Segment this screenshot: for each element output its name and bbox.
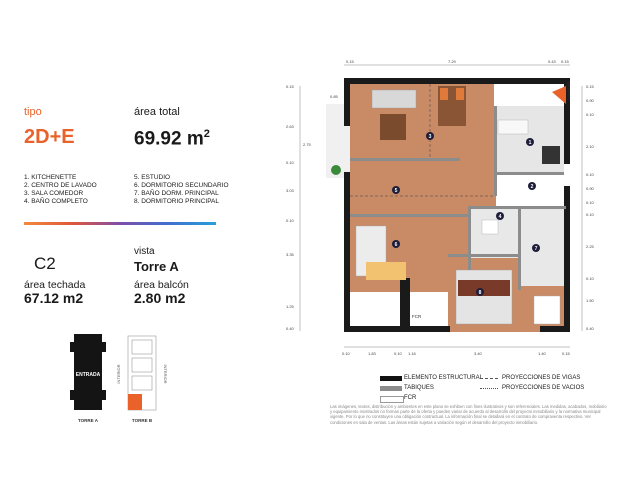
dim-bottom: 1.83 xyxy=(368,351,376,356)
dim-right: 0.90 xyxy=(586,98,594,103)
dim-bottom: 1.40 xyxy=(538,351,546,356)
room-number: 3 xyxy=(428,134,432,140)
floor-plan xyxy=(280,56,610,361)
dim-left: 0.85 xyxy=(330,94,338,99)
dim-left: 0.10 xyxy=(286,160,294,165)
ingreso-label: INGRESO xyxy=(566,81,571,100)
dim-top: 0.15 xyxy=(561,59,569,64)
techada-label: área techada xyxy=(24,279,86,291)
vista-value: Torre A xyxy=(134,259,179,274)
room-number: 8 xyxy=(478,290,482,296)
dim-top: 0.15 xyxy=(346,59,354,64)
area-total-exponent: 2 xyxy=(203,128,210,140)
room-item: 1. KITCHENETTE xyxy=(24,174,77,181)
legend-line-vacios xyxy=(480,388,498,389)
dim-left: 3.03 xyxy=(286,188,294,193)
room-number: 7 xyxy=(534,246,538,252)
room-item: 8. DORMITORIO PRINCIPAL xyxy=(134,198,219,205)
dim-right: 0.90 xyxy=(586,186,594,191)
legend-swatch-estructural xyxy=(380,376,402,381)
interior-label-2: INTERIOR xyxy=(163,364,168,384)
dim-left: 0.10 xyxy=(286,218,294,223)
dim-right: 1.50 xyxy=(586,298,594,303)
tipo-value: 2D+E xyxy=(24,126,75,148)
gradient-divider xyxy=(24,222,216,225)
dim-left: 2.75 xyxy=(303,142,311,147)
tower-key-map xyxy=(70,332,200,434)
dim-bottom: 3.40 xyxy=(474,351,482,356)
tipo-label: tipo xyxy=(24,106,42,118)
dim-left: 3.35 xyxy=(286,252,294,257)
torre-b-label: TORRE B xyxy=(131,418,153,423)
room-item: 3. SALA COMEDOR xyxy=(24,190,84,197)
ingreso-arrow-icon xyxy=(552,86,566,104)
room-number: 5 xyxy=(394,188,398,194)
dim-bottom: 0.15 xyxy=(562,351,570,356)
legend-swatch-tabiques xyxy=(380,386,402,391)
dim-right: 0.10 xyxy=(586,112,594,117)
dim-right: 2.10 xyxy=(586,144,594,149)
interior-label-1: INTERIOR xyxy=(116,364,121,384)
legend-vigas: PROYECCIONES DE VIGAS xyxy=(502,375,581,381)
dim-right: 0.10 xyxy=(586,212,594,217)
dim-right: 0.10 xyxy=(586,276,594,281)
dim-right: 0.10 xyxy=(586,200,594,205)
area-total-label: área total xyxy=(134,106,180,118)
legend-estructural: ELEMENTO ESTRUCTURAL xyxy=(404,375,483,381)
legend-line-vigas xyxy=(480,378,498,379)
disclaimer-text: Las imágenes, textos, distribución y ambientes en este plano se exhiben con fines ilustrativos y son referenciales. Las medidas, acabados, mobiliario y equipamiento mostrados no forman parte de la oferta y pueden variar de acuerdo al desarrollo del proyecto inmobiliario y la normativa municipal vigente. Por lo que no constituyen una obligación contractual. La información final se detallará en el contrato de compraventa respectivo. Ver condiciones en sala de ventas. Las áreas están sujetas a variación según el desarrollo del proyecto inmobiliario. xyxy=(330,404,607,425)
room-number: 1 xyxy=(528,140,532,146)
rooms-list-right xyxy=(134,174,229,206)
dim-left: 0.40 xyxy=(286,326,294,331)
room-item: 6. DORMITORIO SECUNDARIO xyxy=(134,182,229,189)
room-item: 5. ESTUDIO xyxy=(134,174,171,181)
room-item: 7. BAÑO DORM. PRINCIPAL xyxy=(134,190,219,197)
dim-right: 0.40 xyxy=(586,326,594,331)
room-item: 4. BAÑO COMPLETO xyxy=(24,198,88,205)
torre-a-label: TORRE A xyxy=(77,418,99,423)
room-item: 2. CENTRO DE LAVADO xyxy=(24,182,97,189)
legend-vacios: PROYECCIONES DE VACIOS xyxy=(502,385,585,391)
unit-code: C2 xyxy=(34,254,56,273)
dim-top: 7.29 xyxy=(448,59,456,64)
dim-left: 0.15 xyxy=(286,84,294,89)
dim-right: 2.25 xyxy=(586,244,594,249)
balcon-label: área balcón xyxy=(134,279,189,291)
dim-left: 1.25 xyxy=(286,304,294,309)
dim-bottom: 0.10 xyxy=(394,351,402,356)
legend-fcr: FCR xyxy=(404,395,417,401)
balcon-value: 2.80 m2 xyxy=(134,290,186,306)
dim-bottom: 0.10 xyxy=(342,351,350,356)
dim-left: 2.63 xyxy=(286,124,294,129)
room-number: 4 xyxy=(498,214,502,220)
room-number: 2 xyxy=(530,184,534,190)
rooms-list-left xyxy=(24,174,97,206)
dim-top: 0.43 xyxy=(548,59,556,64)
room-number: 6 xyxy=(394,242,398,248)
area-total-number: 69.92 m xyxy=(134,128,204,150)
unit-location-marker xyxy=(128,394,142,410)
dim-right: 0.15 xyxy=(586,84,594,89)
legend-tabiques: TABIQUES xyxy=(404,385,434,391)
dim-bottom: 1.16 xyxy=(408,351,416,356)
vista-label: vista xyxy=(134,246,155,257)
techada-value: 67.12 m2 xyxy=(24,290,84,306)
area-total-value xyxy=(134,128,210,150)
entrada-label: ENTRADA xyxy=(75,372,101,378)
dim-right: 0.10 xyxy=(586,172,594,177)
fcr-label: FCR xyxy=(412,314,422,319)
legend-swatch-fcr xyxy=(380,396,404,403)
